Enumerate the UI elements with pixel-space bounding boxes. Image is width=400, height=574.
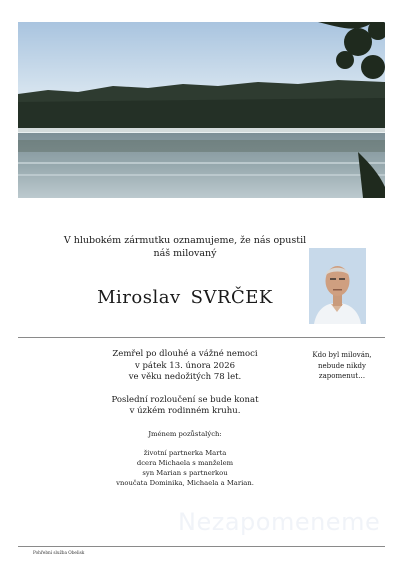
quote-line-3: zapomenut… [318,372,366,380]
memorial-quote [298,350,386,382]
quote-line-2: nebude nikdy [318,361,366,370]
lake-landscape-photo [18,22,385,198]
watermark-text: Nezapomeneme [178,508,381,536]
divider-top [18,337,385,338]
notice-line-4: Poslední rozloučení se bude konat [111,394,259,405]
mourner-line: životní partnerka Marta [143,448,227,457]
announcement-intro [60,234,310,260]
portrait-photo [309,248,366,324]
deceased-name [60,287,310,308]
notice-line-5: v úzkém rodinném kruhu. [129,406,241,416]
first-name: Miroslav [97,287,181,308]
funeral-service-credit: Pohřební služba Obelisk [33,550,85,555]
mourner-line: dcera Michaela s manželem [136,458,234,467]
last-name: SVRČEK [190,287,273,308]
notice-line-3: ve věku nedožitých 78 let. [128,372,242,382]
mourner-line: syn Marian s partnerkou [142,468,228,477]
quote-line-1: Kdo byl milován, [312,351,372,359]
notice-line-1: Zemřel po dlouhé a vážné nemoci [112,349,258,359]
mourners-heading: Jménem pozůstalých: [148,429,222,438]
notice-line-2: v pátek 13. února 2026 [134,360,236,371]
mourner-line: vnoučata Dominika, Michaela a Marian. [116,478,254,487]
death-notice-body [85,349,285,488]
divider-bottom [18,546,385,547]
intro-line-2: náš milovaný [153,248,217,259]
intro-line-1: V hlubokém zármutku oznamujeme, že nás opustil [63,235,307,246]
